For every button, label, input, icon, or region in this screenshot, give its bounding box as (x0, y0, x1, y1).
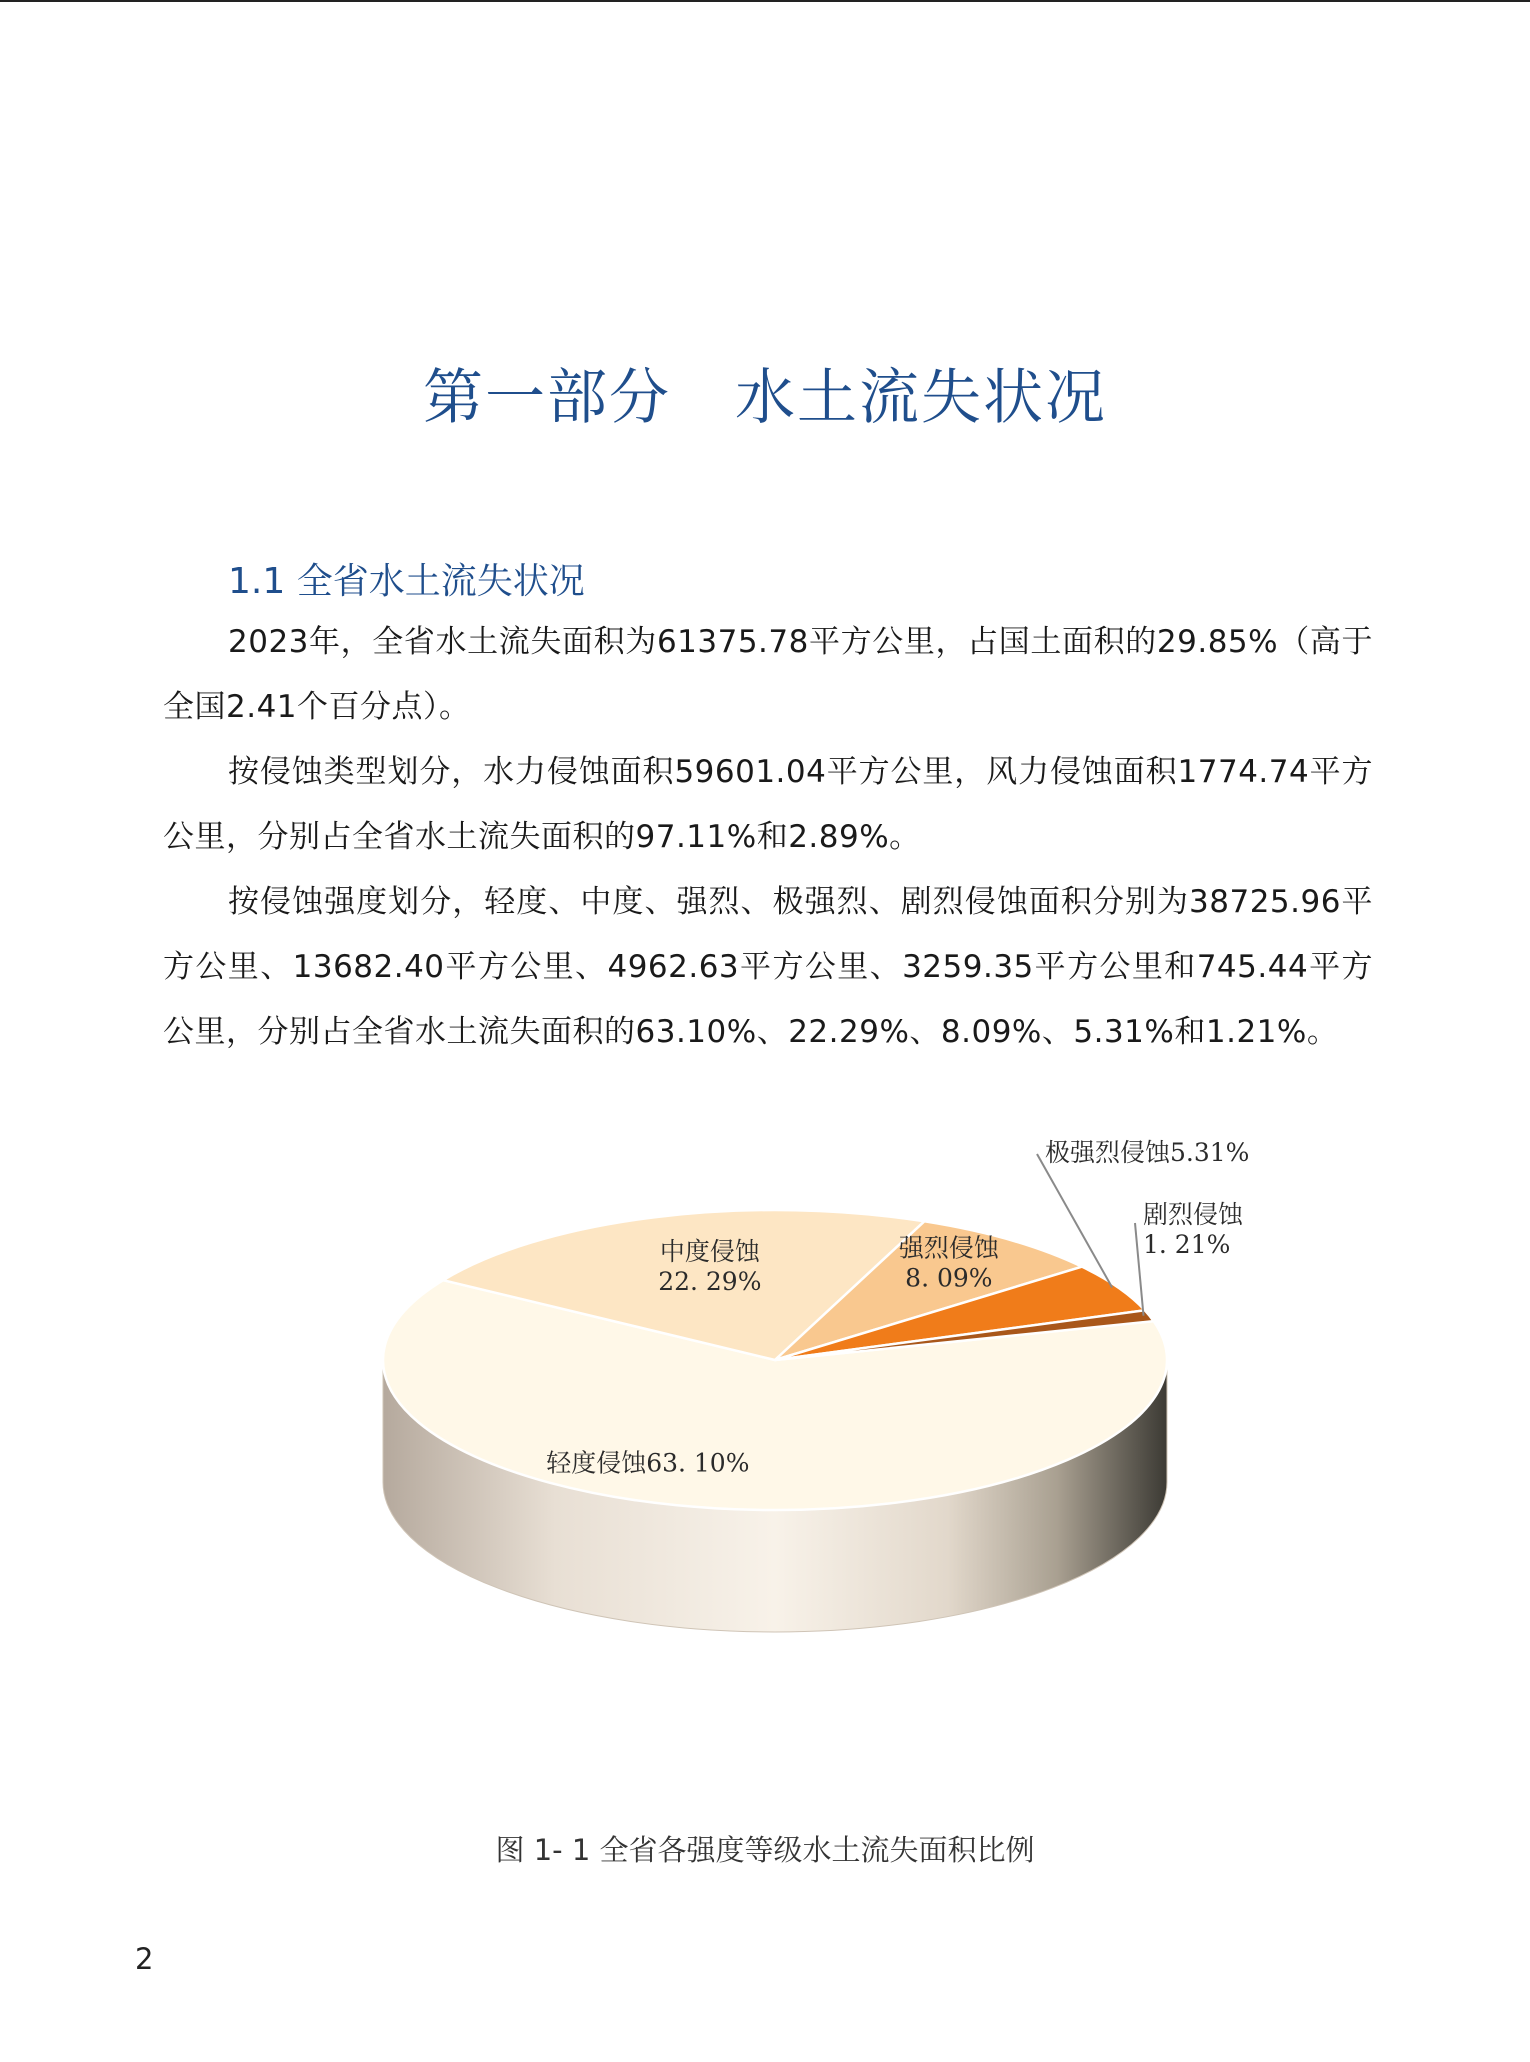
slice-5-label-1: 剧烈侵蚀 (1143, 1200, 1244, 1229)
part-title-text: 水土流失状况 (735, 363, 1107, 433)
slice-4-label-1: 极强烈侵蚀5.31% (1045, 1138, 1250, 1167)
paragraph-erosion-type: 按侵蚀类型划分，水力侵蚀面积59601.04平方公里，风力侵蚀面积1774.74平方公里，分别占全省水土流失面积的97.11%和2.89%。 (163, 754, 1373, 855)
slice-5-label-2: 1. 21% (1143, 1230, 1231, 1259)
part-title (0, 350, 1530, 436)
slice-3-label-2: 8. 09% (905, 1263, 993, 1293)
section-heading: 1.1 全省水土流失状况 (228, 561, 585, 602)
figure-caption: 图 1- 1 全省各强度等级水土流失面积比例 (495, 1833, 1035, 1867)
pie-top-group (383, 1210, 1167, 1510)
paragraph-erosion-intensity: 按侵蚀强度划分，轻度、中度、强烈、极强烈、剧烈侵蚀面积分别为38725.96平方公里、13682.40平方公里、4962.63平方公里、3259.35平方公里和745.44平方公里，分别占全省水土流失面积的63.10%、22.29%、8.09%、5.31%和1.21%。 (163, 884, 1373, 1050)
slice-2-label-2: 22. 29% (658, 1266, 762, 1296)
slice-3-label-1: 强烈侵蚀 (898, 1233, 999, 1263)
slice-2-label-1: 中度侵蚀 (659, 1236, 760, 1266)
part-title-number: 第一部分 (423, 363, 671, 433)
top-rule (0, 0, 1530, 2)
pie-chart-svg (0, 1138, 1530, 1720)
page-number: 2 (135, 1942, 154, 1976)
pie-chart (0, 1138, 1530, 1720)
slice-1-label-1: 轻度侵蚀63. 10% (546, 1448, 750, 1478)
paragraph-total-area: 2023年，全省水土流失面积为61375.78平方公里，占国土面积的29.85%（高于全国2.41个百分点）。 (163, 624, 1373, 725)
body-text (163, 610, 1373, 1065)
